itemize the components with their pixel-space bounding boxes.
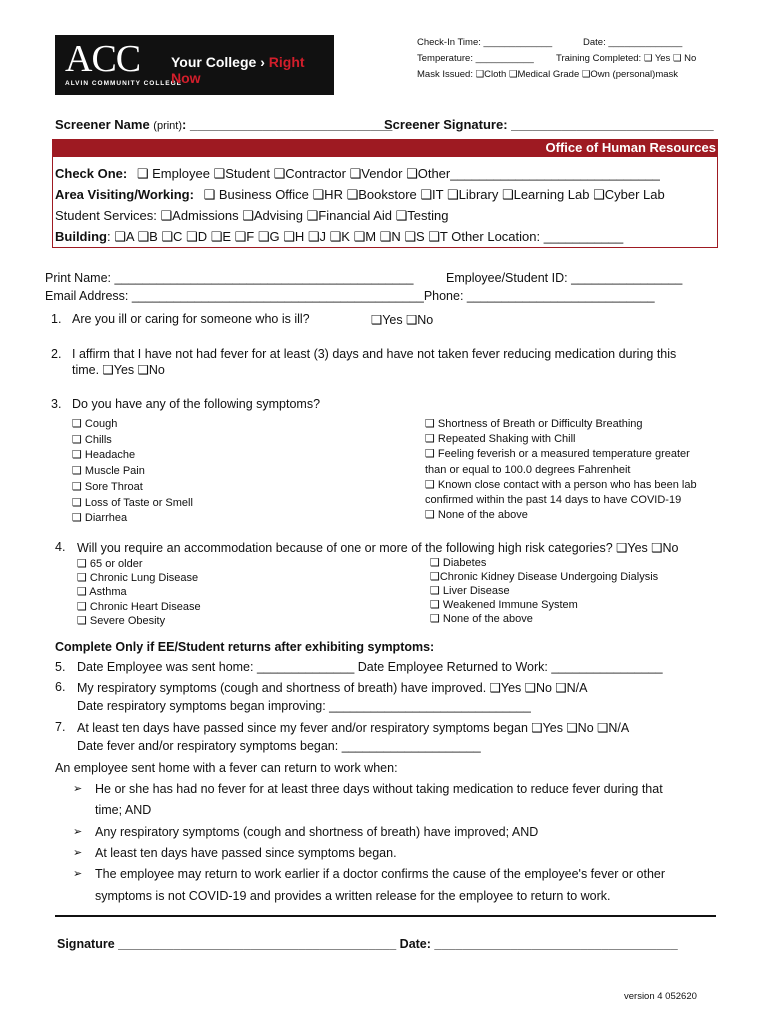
screener-name-label: Screener Name xyxy=(55,117,150,132)
symptom-checkbox[interactable]: ❑ Feeling feverish or a measured temperature greater xyxy=(425,448,690,461)
risk-checkbox[interactable]: ❑ Chronic Heart Disease xyxy=(77,600,201,613)
q5-fields[interactable]: Date Employee was sent home: ______________ Date Employee Returned to Work: ________________ xyxy=(77,660,663,674)
symptom-checkbox[interactable]: ❑ Loss of Taste or Smell xyxy=(72,496,193,509)
symptom-checkbox[interactable]: ❑ Chills xyxy=(72,433,112,446)
q4-text[interactable]: Will you require an accommodation because of one or more of the following high risk categories? ❑Yes ❑No xyxy=(77,541,679,555)
building-options[interactable]: : ❑A ❑B ❑C ❑D ❑E ❑F ❑G ❑H ❑J ❑K ❑M ❑N ❑S ❑T Other Location: ___________ xyxy=(107,229,624,244)
rule-item: Any respiratory symptoms (cough and shortness of breath) have improved; AND xyxy=(95,825,539,839)
symptom-checkbox[interactable]: ❑ Repeated Shaking with Chill xyxy=(425,433,576,446)
office-title: Office of Human Resources xyxy=(545,140,716,155)
rule-item: The employee may return to work earlier if a doctor confirms the cause of the employee's fever or other xyxy=(95,867,666,881)
version-label: version 4 052620 xyxy=(624,991,697,1002)
date-field[interactable]: Date: ______________ xyxy=(583,37,683,48)
divider xyxy=(55,915,716,917)
college-logo xyxy=(55,35,334,95)
temperature-field[interactable]: Temperature: ___________ xyxy=(417,53,534,64)
risk-checkbox[interactable]: ❑ Asthma xyxy=(77,586,127,599)
building-label: Building xyxy=(55,229,107,244)
q6-text[interactable]: My respiratory symptoms (cough and shortness of breath) have improved. ❑Yes ❑No ❑N/A xyxy=(77,681,588,695)
symptom-continuation: confirmed within the past 14 days to have COVID-19 xyxy=(425,494,682,507)
risk-checkbox[interactable]: ❑ Severe Obesity xyxy=(77,614,166,627)
area-row[interactable] xyxy=(55,187,665,203)
q2-line1: I affirm that I have not had fever for at least (3) days and have not taken fever reducing medication during this xyxy=(72,347,677,361)
check-in-time-field[interactable]: Check-In Time: _____________ xyxy=(417,37,553,48)
q7-text[interactable]: At least ten days have passed since my fever and/or respiratory symptoms began ❑Yes ❑No ❑N/A xyxy=(77,721,630,735)
chevron-right-icon: › xyxy=(256,54,269,70)
symptom-checkbox[interactable]: ❑ Headache xyxy=(72,449,136,462)
return-rules-intro: An employee sent home with a fever can return to work when: xyxy=(55,761,398,775)
screener-print-hint: (print) xyxy=(153,120,183,132)
area-label: Area Visiting/Working: xyxy=(55,187,194,202)
q3-right-list[interactable] xyxy=(425,417,697,523)
q1-text: Are you ill or caring for someone who is ill? xyxy=(72,312,310,326)
arrow-bullet-icon: ➢ xyxy=(73,846,83,859)
q1-options[interactable]: ❑Yes ❑No xyxy=(371,313,434,327)
screener-signature-field[interactable]: Screener Signature: ____________________________ xyxy=(384,117,714,132)
q7-number: 7. xyxy=(55,720,66,734)
logo-tagline xyxy=(171,54,334,86)
returns-heading: Complete Only if EE/Student returns after exhibiting symptoms: xyxy=(55,640,435,654)
symptom-checkbox[interactable]: ❑ Shortness of Breath or Difficulty Breathing xyxy=(425,418,643,430)
check-one-row[interactable] xyxy=(55,166,660,182)
arrow-bullet-icon: ➢ xyxy=(73,782,83,795)
q2-number: 2. xyxy=(51,347,62,361)
check-one-options[interactable]: ❑ Employee ❑Student ❑Contractor ❑Vendor ❑Other_____________________________ xyxy=(136,166,660,181)
q3-number: 3. xyxy=(51,397,62,411)
employee-id-field[interactable]: Employee/Student ID: ________________ xyxy=(446,271,683,285)
screener-name-line: : ____________________________ xyxy=(182,117,393,132)
q3-left-list[interactable] xyxy=(72,417,193,527)
q6-number: 6. xyxy=(55,680,66,694)
print-name-field[interactable]: Print Name: ___________________________________________ xyxy=(45,271,414,285)
q4-number: 4. xyxy=(55,540,66,554)
rule-item-continued: symptoms is not COVID-19 and provides a written release for the employee to return to work. xyxy=(95,889,611,903)
training-completed-field[interactable]: Training Completed: ❑ Yes ❑ No xyxy=(556,53,697,64)
symptom-checkbox[interactable]: ❑ Cough xyxy=(72,418,118,430)
symptom-checkbox[interactable]: ❑ Diarrhea xyxy=(72,512,128,525)
q6-date-field[interactable]: Date respiratory symptoms began improving: _____________________________ xyxy=(77,699,531,713)
q4-right-list[interactable] xyxy=(430,556,658,626)
risk-checkbox[interactable]: ❑Chronic Kidney Disease Undergoing Dialysis xyxy=(430,571,659,583)
symptom-checkbox[interactable]: ❑ Known close contact with a person who has been lab xyxy=(425,478,697,491)
rule-item: He or she has had no fever for at least three days without taking medication to reduce fever during that xyxy=(95,782,663,796)
student-services-row[interactable]: Student Services: ❑Admissions ❑Advising ❑Financial Aid ❑Testing xyxy=(55,208,449,223)
signature-field[interactable]: Signature ________________________________________ Date: ___________________________________ xyxy=(57,937,678,951)
logo-tagline-2: Right Now xyxy=(171,54,305,86)
building-row[interactable] xyxy=(55,229,623,245)
logo-tagline-1: Your College xyxy=(171,54,257,70)
q4-left-list[interactable] xyxy=(77,557,201,628)
email-phone-field[interactable]: Email Address: __________________________________________Phone: ___________________________ xyxy=(45,289,655,303)
q1-number: 1. xyxy=(51,312,62,326)
risk-checkbox[interactable]: ❑ 65 or older xyxy=(77,558,143,570)
office-bar xyxy=(52,139,718,157)
risk-checkbox[interactable]: ❑ Liver Disease xyxy=(430,585,510,597)
q7-date-field[interactable]: Date fever and/or respiratory symptoms began: ____________________ xyxy=(77,739,481,753)
arrow-bullet-icon: ➢ xyxy=(73,825,83,838)
area-options[interactable]: ❑ Business Office ❑HR ❑Bookstore ❑IT ❑Library ❑Learning Lab ❑Cyber Lab xyxy=(203,187,665,202)
check-one-label: Check One: xyxy=(55,166,128,181)
symptom-checkbox[interactable]: ❑ Muscle Pain xyxy=(72,465,145,478)
q2-line2[interactable]: time. ❑Yes ❑No xyxy=(72,363,165,377)
risk-checkbox[interactable]: ❑ Weakened Immune System xyxy=(430,599,578,611)
risk-checkbox[interactable]: ❑ Chronic Lung Disease xyxy=(77,572,199,585)
risk-checkbox[interactable]: ❑ None of the above xyxy=(430,613,533,625)
logo-acc: ACC xyxy=(65,38,141,80)
symptom-continuation: than or equal to 100.0 degrees Fahrenheit xyxy=(425,463,631,476)
q5-number: 5. xyxy=(55,660,66,674)
rule-item: At least ten days have passed since symptoms began. xyxy=(95,846,397,860)
rule-item-continued: time; AND xyxy=(95,803,152,817)
screener-name-field[interactable] xyxy=(55,117,392,132)
symptom-checkbox[interactable]: ❑ None of the above xyxy=(425,509,528,522)
risk-checkbox[interactable]: ❑ Diabetes xyxy=(430,557,487,569)
symptom-checkbox[interactable]: ❑ Sore Throat xyxy=(72,480,143,493)
arrow-bullet-icon: ➢ xyxy=(73,867,83,880)
mask-issued-field[interactable]: Mask Issued: ❑Cloth ❑Medical Grade ❑Own (personal)mask xyxy=(417,69,679,80)
logo-college-name: ALVIN COMMUNITY COLLEGE xyxy=(65,80,183,87)
q3-text: Do you have any of the following symptoms? xyxy=(72,397,321,411)
